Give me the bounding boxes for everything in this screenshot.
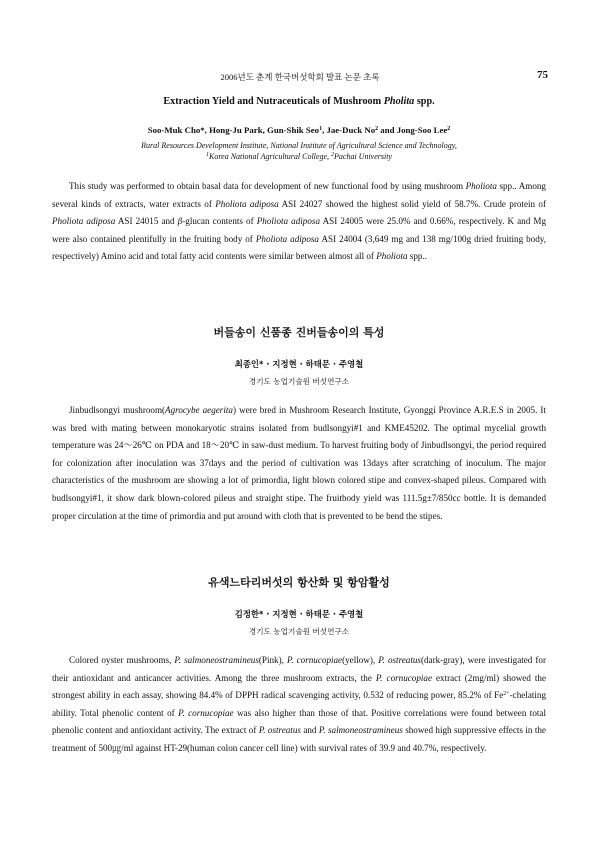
body-text: was also higher than those of that. Positive correlations were found between total phenolic content and antioxidant activity. The extract of: [52, 707, 546, 736]
abstract-3-authors: 김정한* · 지정현 · 하태문 · 주영철: [234, 609, 364, 619]
body-italic: P. salmoneostramineus: [318, 725, 403, 736]
body-italic: P. ostreatus: [378, 655, 421, 665]
body-text: spp..: [407, 251, 428, 262]
body-italic: P. ostreatus: [258, 725, 301, 736]
author: Hong-Ju Park: [209, 125, 263, 135]
abstract-1-title: [52, 96, 546, 107]
body-italic: β: [177, 216, 183, 227]
author-sup: 2: [375, 126, 379, 132]
author-sup: 2: [447, 126, 451, 132]
body-italic: P. salmoneostramineus: [174, 655, 259, 665]
affiliation-line: [52, 151, 546, 162]
body-text: and: [300, 725, 319, 736]
abstract-2-body: [52, 402, 546, 525]
body-sup: 2+: [503, 691, 510, 698]
body-text: spp.. Among several kinds of extracts, water extracts of: [52, 181, 546, 209]
affil-text: Korea National Agricultural College,: [209, 152, 331, 161]
body-text: -chelating ability. Total phenolic content of: [52, 690, 546, 718]
body-italic: Agrocybe aegerita: [165, 405, 233, 415]
body-text: ASI 24015 and: [115, 216, 178, 227]
running-header: 2006년도 춘계 한국버섯학회 발표 논문 초록: [220, 72, 380, 82]
body-text: (dark-gray), were investigated for their antioxidant and anticancer activities. Among the three mushroom extracts, the: [52, 655, 547, 683]
body-italic: Pholiota adiposa: [52, 216, 116, 227]
body-text: Colored oyster mushrooms,: [69, 655, 175, 665]
body-text: extract (2mg/ml) showed the strongest ability in each assay, showing 84.4% of DPPH radical scavenging activity, 0.532 of reducing power, 85.2% of Fe: [52, 672, 547, 701]
body-text: This study was performed to obtain basal data for development of new functional food by using mushroom: [69, 181, 466, 191]
author: Jae-Duck No: [326, 125, 376, 135]
abstract-1-authors: Soo-Muk Cho*, Hong-Ju Park, Gun-Shik Seo$^1$, Jae-Duck No$^2$ and Jong-Soo Lee$^2$: [147, 125, 451, 135]
body-text: ) were bred in Mushroom Research Institute, Gyonggi Province A.R.E.S in 2005. It was bred with mating between monokaryotic strains isolated from budlsongyi#1 and KME45202. The optimal mycelial growth temperature was 24～26℃ on PDA and 18～20℃ in saw-dust medium. To harvest fruiting body of Jinbudlsongyi, the period required for colonization after inoculation was 37days and the period of cultivation was 13days after scratching of inoculum. The major characteristics of the mushroom are showing a lot of primordia, light blown colored stipe and convex-shaped pileus. Compared with budlsongyi#1, it show dark blown-colored pileus and straight stipe. The fruitbody yield was 111.5g±7/850cc bottle. It is demanded proper circulation at the time of primordia and put around with cloth that is prevented to be bend the stipes.: [52, 405, 546, 521]
title-tail: spp.: [414, 96, 435, 107]
author: Jong-Soo Lee: [396, 125, 448, 135]
author: Gun-Shik Seo: [267, 125, 320, 135]
body-italic: Pholiota adiposa: [256, 216, 320, 227]
page-number: 75: [537, 69, 548, 81]
body-italic: Pholiota adiposa: [255, 233, 319, 244]
abstract-3-title: 유색느타리버섯의 항산화 및 항암활성: [208, 576, 390, 589]
abstract-3-affiliation: 경기도 농업기술원 버섯연구소: [248, 627, 350, 636]
title-italic: Pholita: [383, 96, 415, 107]
abstract-2-affiliation: 경기도 농업기술원 버섯연구소: [248, 377, 350, 386]
affiliation-line: Rural Resources Development Institute, National Institute of Agricultural Science and Technology,: [141, 141, 457, 150]
body-italic: Pholiota: [465, 181, 497, 191]
abstract-2-authors: 최종인* · 지정현 · 하태문 · 주영철: [234, 359, 364, 369]
author-sup: 1: [319, 126, 323, 132]
abstract-1: [52, 96, 546, 266]
abstract-3-body: [52, 652, 546, 758]
body-text: ASI 24027 showed the highest solid yield of 58.7%. Crude protein of: [278, 198, 546, 209]
body-text: (Pink),: [258, 655, 287, 665]
body-text: Jinbudlsongyi mushroom(: [69, 405, 166, 415]
abstract-2: [52, 324, 546, 525]
body-text: -glucan contents of: [182, 216, 257, 227]
body-text: (yellow),: [342, 655, 379, 665]
page-header: [0, 70, 600, 84]
affil-sup: 1: [206, 152, 209, 158]
abstract-1-body: [52, 178, 546, 266]
body-text: showed high suppressive effects in the treatment of 500㎍/ml against HT-29(human colon cancer cell line) with survival rates of 39.9 and 40.7%, respectively.: [52, 725, 546, 753]
body-italic: P. cornucopiae: [178, 707, 234, 718]
affil-sup: 2: [331, 152, 334, 158]
body-text: ASI 24005 were 25.0% and 0.66%, respectively. K and Mg were also contained plentifully in the fruiting body of: [52, 216, 547, 244]
author: Soo-Muk Cho*: [147, 125, 205, 135]
body-italic: P. cornucopiae: [375, 672, 432, 683]
abstract-3: [52, 574, 546, 758]
body-italic: P. cornucopiae: [286, 655, 343, 665]
title-text: Extraction Yield and Nutraceuticals of Mushroom: [163, 96, 384, 107]
body-text: ASI 24004 (3,649 mg and 138 mg/100g dried fruiting body, respectively) Amino acid and total fatty acid contents were similar between almost all of: [52, 233, 546, 262]
affil-text: Pachai University: [334, 152, 392, 161]
abstract-2-title: 버들송이 신품종 진버들송이의 특성: [213, 326, 385, 339]
abstract-1-affiliation: [52, 140, 546, 162]
body-italic: Pholiota: [376, 251, 408, 262]
body-italic: Pholiota adiposa: [215, 198, 279, 209]
